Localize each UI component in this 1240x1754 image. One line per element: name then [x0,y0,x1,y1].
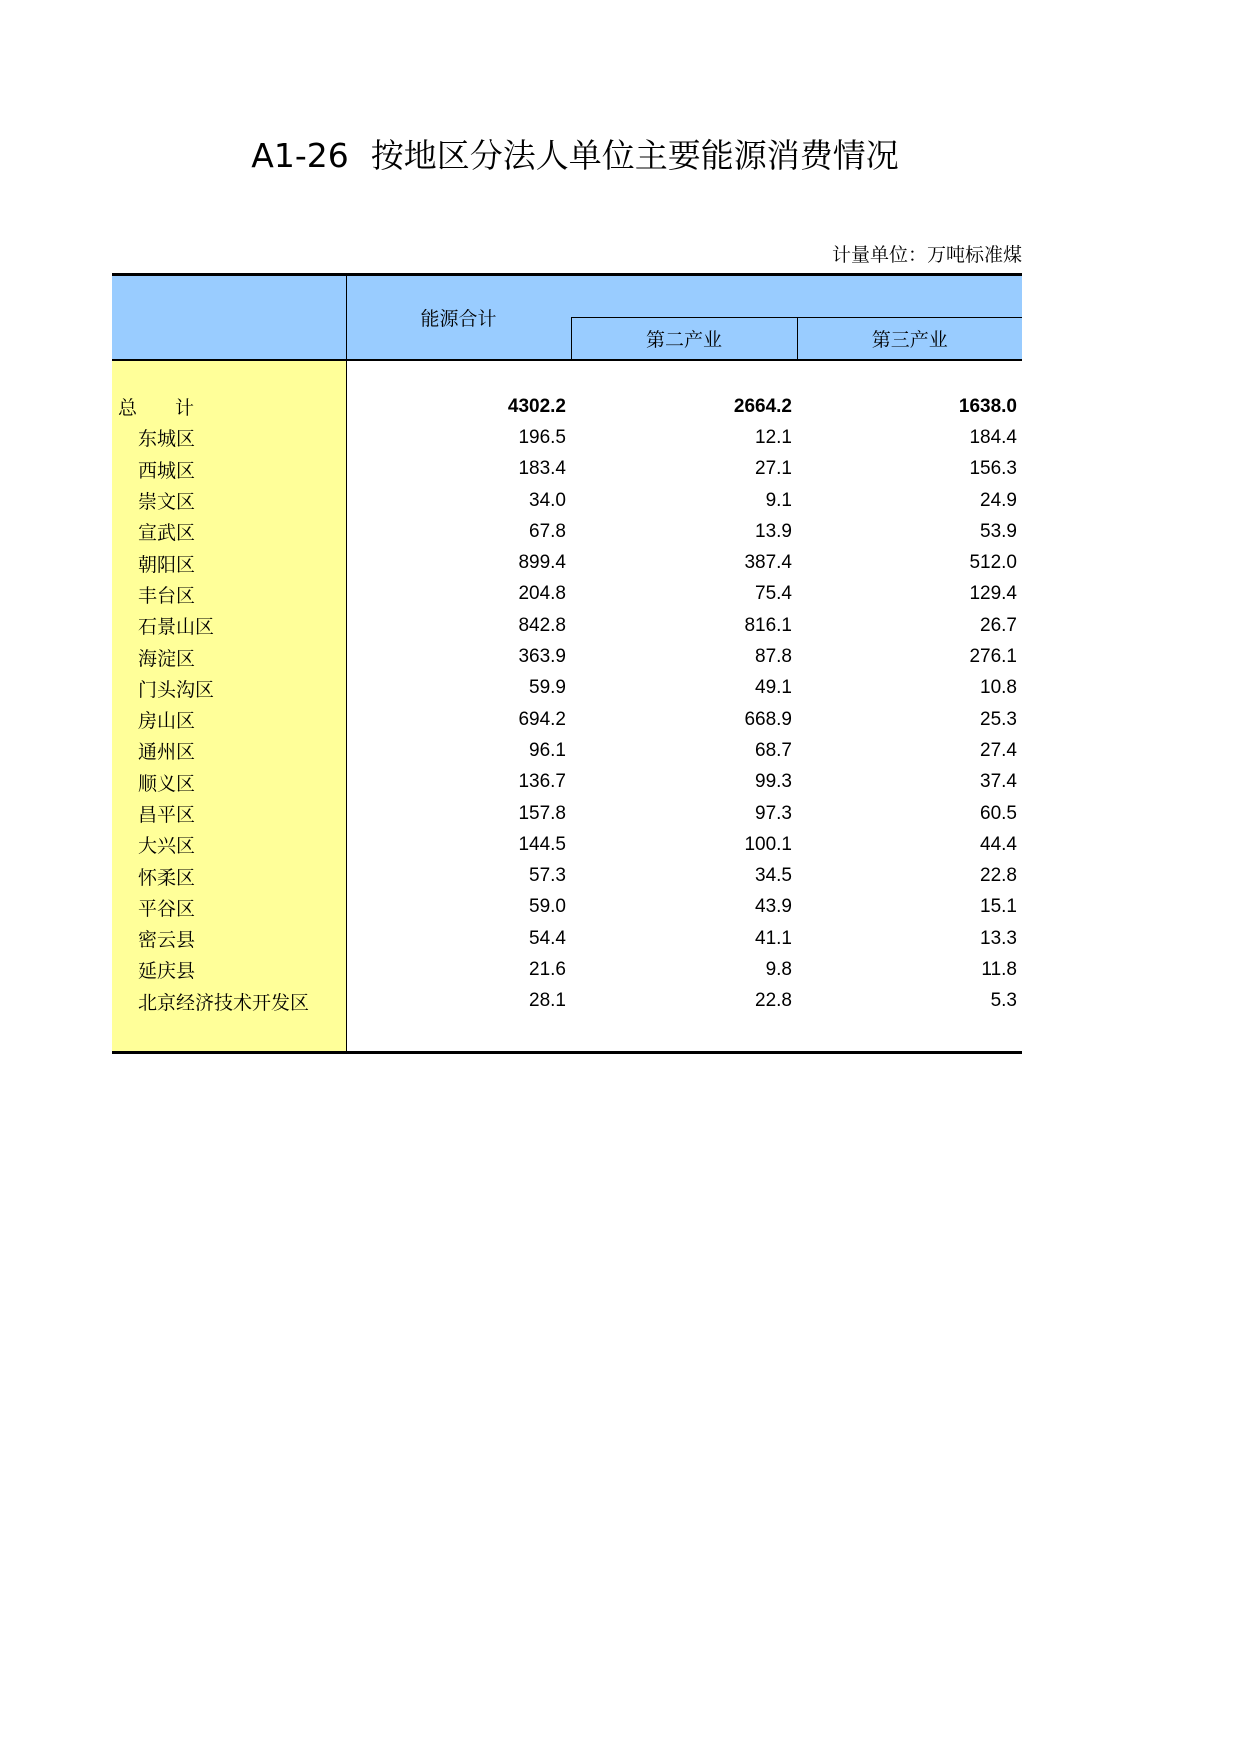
tertiary-industry-value: 25.3 [980,708,1017,730]
secondary-industry-value: 49.1 [755,677,792,699]
header-energy-total: 能源合计 [346,275,571,361]
energy-total-value: 59.0 [529,896,566,918]
secondary-industry-value: 100.1 [744,833,792,855]
secondary-industry-value: 68.7 [755,739,792,761]
region-label: 昌平区 [112,798,346,829]
table-row [112,923,1022,954]
tertiary-industry-value: 129.4 [969,583,1017,605]
region-label: 石景山区 [112,610,346,641]
unit-label: 计量单位：万吨标准煤 [831,244,1022,266]
energy-total-value: 57.3 [529,865,566,887]
table-row [112,829,1022,860]
secondary-industry-value: 9.8 [765,958,792,980]
tertiary-industry-value: 27.4 [980,739,1017,761]
table-row [112,767,1022,798]
energy-total-value: 59.9 [529,677,566,699]
region-label: 延庆县 [112,954,346,985]
energy-total-value: 694.2 [518,708,566,730]
energy-total-value: 54.4 [529,927,566,949]
tertiary-industry-value: 37.4 [980,771,1017,793]
secondary-industry-value: 43.9 [755,896,792,918]
page-title [0,130,1150,177]
table-row [112,860,1022,891]
energy-total-value: 899.4 [518,552,566,574]
header-blank [571,275,797,318]
table-row [112,986,1022,1017]
energy-total-value: 157.8 [518,802,566,824]
secondary-industry-value: 9.1 [765,489,792,511]
secondary-industry-value: 97.3 [755,802,792,824]
energy-total-value: 28.1 [529,990,566,1012]
header-blank [797,275,1022,318]
table-row [112,579,1022,610]
table-row [112,954,1022,985]
secondary-industry-value: 75.4 [755,583,792,605]
table-row [112,454,1022,485]
tertiary-industry-value: 22.8 [980,865,1017,887]
region-label: 东城区 [112,422,346,453]
energy-total-value: 67.8 [529,520,566,542]
secondary-industry-value: 41.1 [755,927,792,949]
tertiary-industry-value: 15.1 [980,896,1017,918]
region-label: 平谷区 [112,892,346,923]
energy-total-value: 363.9 [518,646,566,668]
secondary-industry-value: 2664.2 [733,395,792,417]
secondary-industry-value: 12.1 [755,426,792,448]
energy-total-value: 21.6 [529,958,566,980]
table-row [112,641,1022,672]
tertiary-industry-value: 13.3 [980,927,1017,949]
tertiary-industry-value: 11.8 [981,958,1017,980]
region-label: 密云县 [112,923,346,954]
energy-table [112,273,1022,1054]
secondary-industry-value: 668.9 [744,708,792,730]
tertiary-industry-value: 53.9 [980,520,1017,542]
table-body [112,360,1022,1052]
region-label: 顺义区 [112,767,346,798]
tertiary-industry-value: 26.7 [980,614,1017,636]
region-label: 北京经济技术开发区 [112,986,346,1017]
table-header [112,275,1022,361]
table-row [112,422,1022,453]
tertiary-industry-value: 10.8 [980,677,1017,699]
secondary-industry-value: 13.9 [755,520,792,542]
secondary-industry-value: 816.1 [744,614,792,636]
table-row [112,516,1022,547]
tertiary-industry-value: 24.9 [980,489,1017,511]
table-row [112,704,1022,735]
region-label: 崇文区 [112,485,346,516]
table-code: A1-26 [251,136,349,175]
region-label: 通州区 [112,735,346,766]
tertiary-industry-value: 60.5 [980,802,1017,824]
region-label: 宣武区 [112,516,346,547]
header-stub [112,275,346,361]
region-label: 总 计 [112,391,346,422]
table-row [112,485,1022,516]
tertiary-industry-value: 156.3 [969,458,1017,480]
region-label: 西城区 [112,454,346,485]
tertiary-industry-value: 1638.0 [958,395,1017,417]
tertiary-industry-value: 184.4 [969,426,1017,448]
energy-total-value: 196.5 [518,426,566,448]
secondary-industry-value: 387.4 [744,552,792,574]
tertiary-industry-value: 5.3 [990,990,1017,1012]
energy-total-value: 144.5 [518,833,566,855]
energy-total-value: 183.4 [518,458,566,480]
energy-total-value: 96.1 [529,739,566,761]
region-label: 怀柔区 [112,860,346,891]
table-row [112,610,1022,641]
energy-total-value: 204.8 [518,583,566,605]
header-tertiary-industry: 第三产业 [797,318,1022,361]
secondary-industry-value: 27.1 [755,458,792,480]
region-label: 门头沟区 [112,673,346,704]
tertiary-industry-value: 276.1 [969,646,1017,668]
region-label: 丰台区 [112,579,346,610]
spacer-row [112,1017,1022,1053]
secondary-industry-value: 22.8 [755,990,792,1012]
region-label: 房山区 [112,704,346,735]
tertiary-industry-value: 44.4 [980,833,1017,855]
header-secondary-industry: 第二产业 [571,318,797,361]
region-label: 朝阳区 [112,547,346,578]
secondary-industry-value: 87.8 [755,646,792,668]
energy-total-value: 34.0 [529,489,566,511]
energy-total-value: 842.8 [518,614,566,636]
table-row [112,547,1022,578]
region-label: 海淀区 [112,641,346,672]
spacer-row [112,360,1022,391]
table-row [112,892,1022,923]
table-title: 按地区分法人单位主要能源消费情况 [370,136,899,175]
energy-total-value: 4302.2 [507,395,566,417]
secondary-industry-value: 99.3 [755,771,792,793]
table-row [112,673,1022,704]
energy-total-value: 136.7 [518,771,566,793]
total-row [112,391,1022,422]
table-row [112,798,1022,829]
region-label: 大兴区 [112,829,346,860]
tertiary-industry-value: 512.0 [969,552,1017,574]
table-row [112,735,1022,766]
secondary-industry-value: 34.5 [755,865,792,887]
